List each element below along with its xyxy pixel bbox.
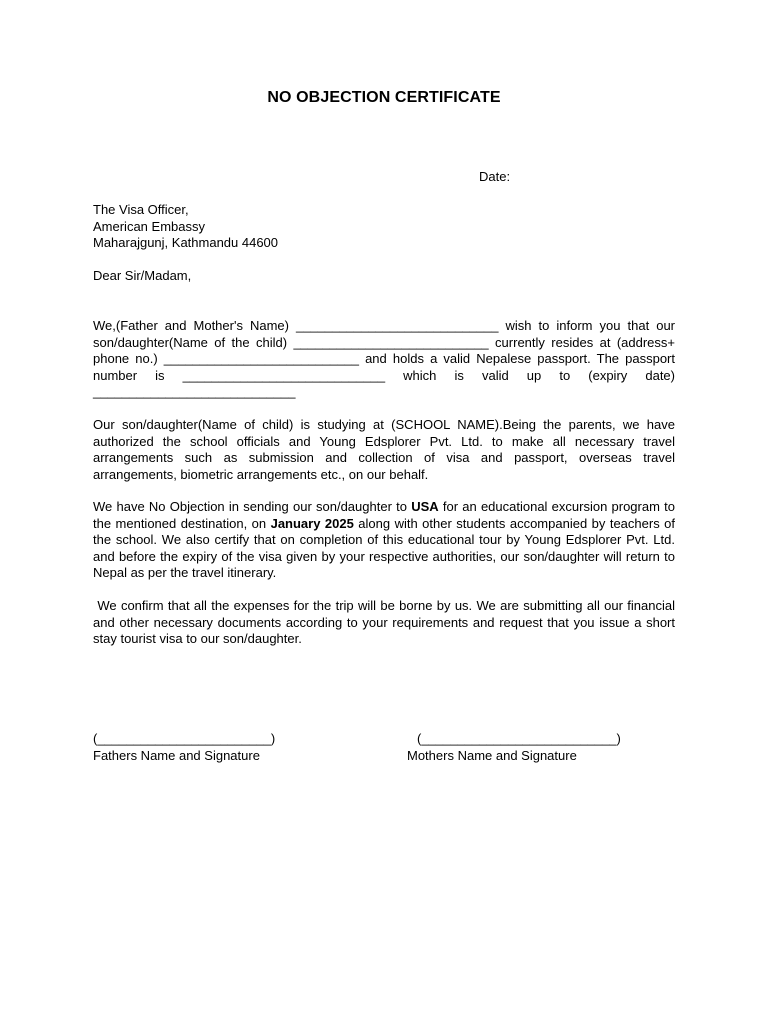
mother-signature-line: (___________________________)	[417, 731, 621, 746]
father-signature-block	[93, 731, 275, 764]
paragraph-authorization: Our son/daughter(Name of child) is studying at (SCHOOL NAME).Being the parents, we have authorized the school officials and Young Edsplorer Pvt. Ltd. to make all necessary travel arrangements such as submission and collection of visa and passport, overseas travel arrangements, biometric arrangements etc., on our behalf.	[93, 417, 675, 482]
document-title: NO OBJECTION CERTIFICATE	[267, 89, 501, 106]
recipient-line-1: The Visa Officer,	[93, 202, 189, 217]
date-label: Date:	[479, 169, 511, 184]
father-signature-line: (________________________)	[93, 731, 276, 746]
recipient-line-2: American Embassy	[93, 218, 205, 234]
travel-date: January 2025	[270, 515, 354, 531]
paragraph-no-objection-part-2: for an educational excursion program to the mentioned destination, on	[93, 499, 675, 531]
recipient-address	[93, 202, 675, 252]
mother-signature-label: Mothers Name and Signature	[407, 747, 577, 763]
recipient-line-3: Maharajgunj, Kathmandu 44600	[93, 235, 279, 250]
mother-signature-block	[407, 731, 621, 764]
paragraph-no-objection	[93, 499, 675, 582]
salutation: Dear Sir/Madam,	[93, 268, 192, 283]
father-signature-label: Fathers Name and Signature	[93, 747, 260, 763]
paragraph-no-objection-part-1: We have No Objection in sending our son/daughter to	[93, 499, 412, 514]
paragraph-parent-details: We,(Father and Mother's Name) ____________________________ wish to inform you that our son/daughter(Name of the child) ___________________________ currently resides at (address+ phone no.) ___________________________ and holds a valid Nepalese passport. The passport number is ____________________________ which is valid up to (expiry date) ____________________________	[93, 318, 675, 399]
paragraph-expenses: We confirm that all the expenses for the trip will be borne by us. We are submitting all our financial and other necessary documents according to your requirements and request that you issue a short stay tourist visa to our son/daughter.	[93, 598, 675, 646]
destination-country: USA	[411, 499, 439, 514]
paragraph-no-objection-part-3: along with other students accompanied by teachers of the school. We also certify that on completion of this educational tour by Young Edsplorer Pvt. Ltd. and before the expiry of the visa given by your respective authorities, our son/daughter will return to Nepal as per the travel itinerary.	[93, 515, 675, 580]
